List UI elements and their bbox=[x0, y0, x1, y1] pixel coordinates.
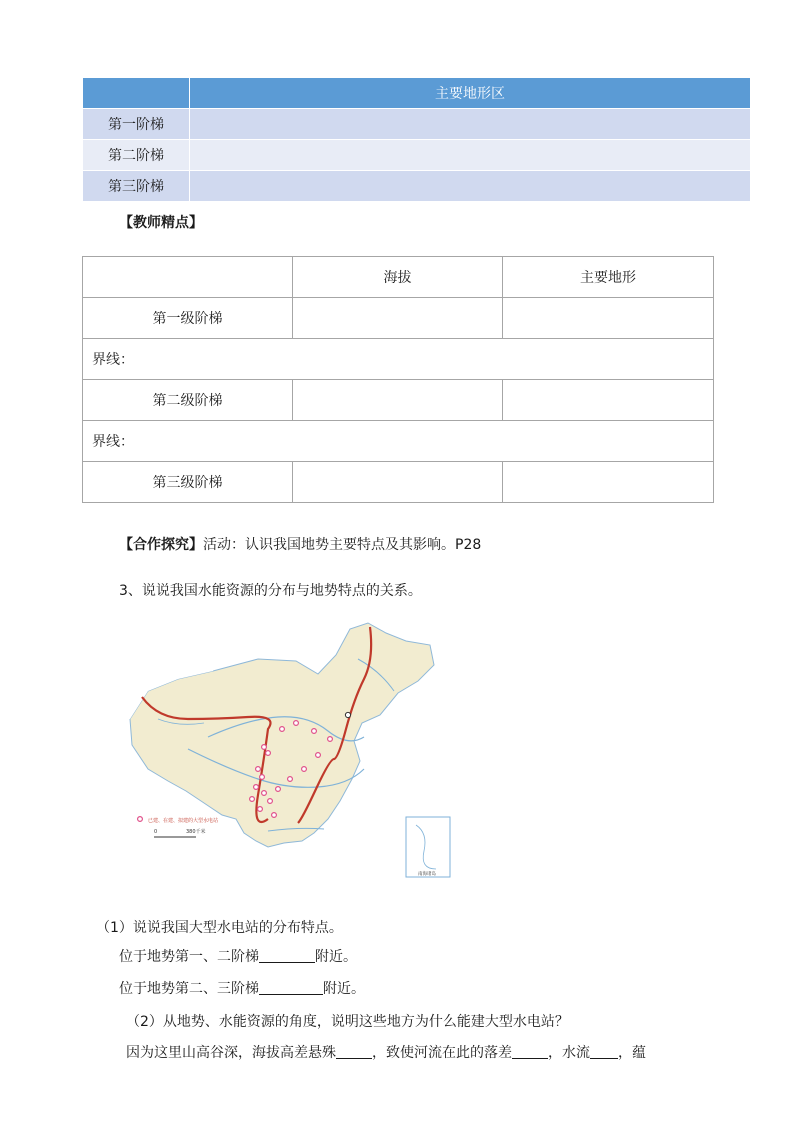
t2-boundary2[interactable]: 界线： bbox=[83, 421, 714, 462]
q2-s4: ，蕴 bbox=[618, 1045, 646, 1061]
q1-title: （1）说说我国大型水电站的分布特点。 bbox=[96, 920, 343, 936]
q1-blank2[interactable] bbox=[259, 980, 323, 995]
legend-station-icon bbox=[138, 817, 143, 822]
q2-blank3[interactable] bbox=[590, 1044, 618, 1059]
t2-step3-altitude[interactable] bbox=[293, 462, 503, 503]
t2-step3-label: 第三级阶梯 bbox=[83, 462, 293, 503]
q1-answer1 bbox=[119, 946, 357, 966]
t2-step3-landform[interactable] bbox=[503, 462, 714, 503]
explore-tag: 【合作探究】 bbox=[119, 537, 203, 553]
q2-s3: ，水流 bbox=[548, 1045, 590, 1061]
t2-step1-label: 第一级阶梯 bbox=[83, 298, 293, 339]
q1-a2-post: 附近。 bbox=[323, 981, 365, 997]
q1-a2-pre: 位于地势第二、三阶梯 bbox=[119, 981, 259, 997]
q2-s2: ，致使河流在此的落差 bbox=[372, 1045, 512, 1061]
landform-table bbox=[82, 77, 751, 202]
question-3: 3、说说我国水能资源的分布与地势特点的关系。 bbox=[119, 583, 422, 599]
table-header-empty bbox=[83, 78, 190, 109]
q2-blank2[interactable] bbox=[512, 1044, 548, 1059]
teacher-heading: 【教师精点】 bbox=[119, 215, 203, 231]
t2-step1-altitude[interactable] bbox=[293, 298, 503, 339]
q2-s1: 因为这里山高谷深，海拔高差悬殊 bbox=[126, 1045, 336, 1061]
cell-step2-landform[interactable] bbox=[190, 140, 751, 171]
row-label-step1: 第一阶梯 bbox=[83, 109, 190, 140]
scale-zero: 0 bbox=[154, 829, 158, 835]
q1-answer2 bbox=[119, 978, 365, 998]
explore-text: 活动：认识我国地势主要特点及其影响。P28 bbox=[203, 537, 482, 553]
q2-title: （2）从地势、水能资源的角度，说明这些地方为什么能建大型水电站？ bbox=[126, 1014, 569, 1030]
cell-step3-landform[interactable] bbox=[190, 171, 751, 202]
t2-step2-label: 第二级阶梯 bbox=[83, 380, 293, 421]
q1-a1-pre: 位于地势第一、二阶梯 bbox=[119, 949, 259, 965]
terrain-steps-table bbox=[82, 256, 714, 503]
beijing-marker bbox=[345, 712, 350, 717]
explore-line bbox=[119, 534, 481, 554]
t2-step1-landform[interactable] bbox=[503, 298, 714, 339]
q2-answer bbox=[126, 1042, 646, 1062]
row-label-step3: 第三阶梯 bbox=[83, 171, 190, 202]
t2-step2-altitude[interactable] bbox=[293, 380, 503, 421]
t2-header-empty bbox=[83, 257, 293, 298]
scale-text: 380千米 bbox=[186, 829, 206, 835]
t2-header-altitude: 海拔 bbox=[293, 257, 503, 298]
china-hydropower-map bbox=[118, 619, 454, 879]
t2-step2-landform[interactable] bbox=[503, 380, 714, 421]
south-sea-inset bbox=[406, 817, 450, 877]
q1-a1-post: 附近。 bbox=[315, 949, 357, 965]
q1-blank1[interactable] bbox=[259, 948, 315, 963]
table-header-landform: 主要地形区 bbox=[190, 78, 751, 109]
cell-step1-landform[interactable] bbox=[190, 109, 751, 140]
t2-boundary1[interactable]: 界线： bbox=[83, 339, 714, 380]
t2-header-landform: 主要地形 bbox=[503, 257, 714, 298]
inset-label: 南海诸岛 bbox=[418, 872, 436, 877]
q2-blank1[interactable] bbox=[336, 1044, 372, 1059]
row-label-step2: 第二阶梯 bbox=[83, 140, 190, 171]
legend-text: 已建、在建、拟建的大型水电站 bbox=[148, 818, 219, 824]
